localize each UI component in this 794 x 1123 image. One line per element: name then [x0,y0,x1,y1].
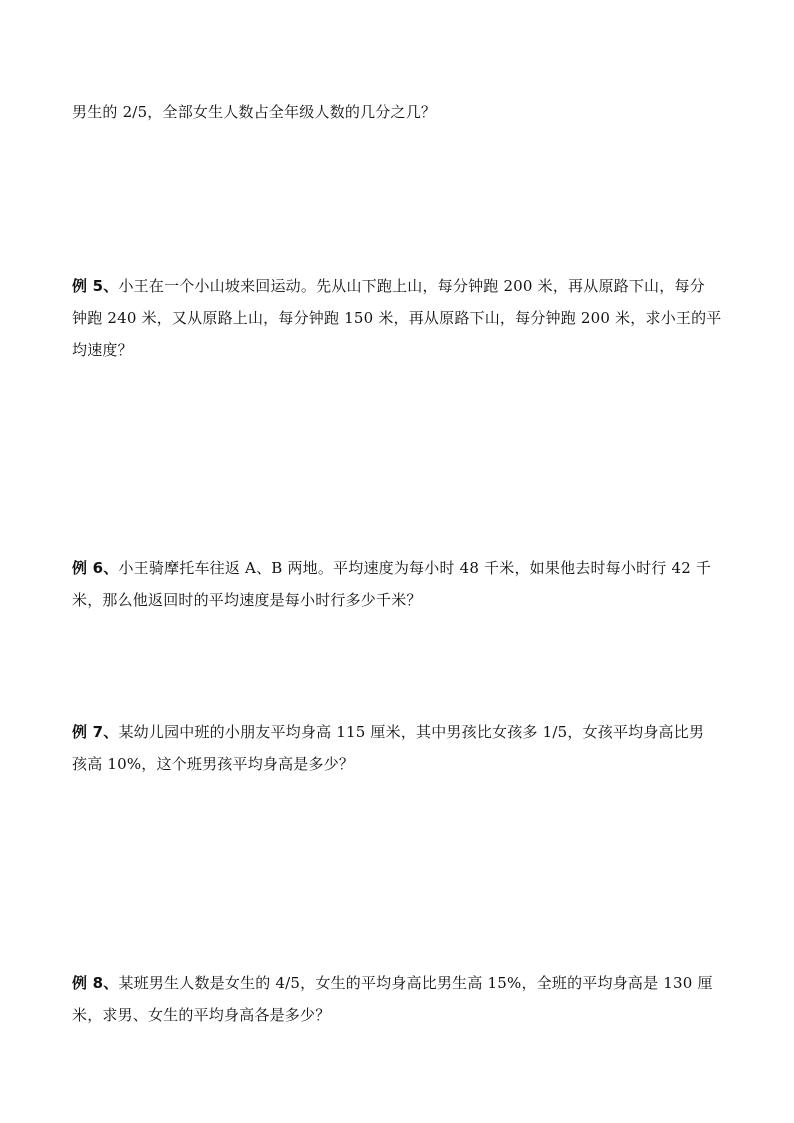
example-6-block [72,552,724,616]
example-5-label: 例 5、 [72,277,119,295]
example-6-label: 例 6、 [72,559,119,577]
example-8-label: 例 8、 [72,974,119,992]
example-6-text-1: 小王骑摩托车往返 A、B 两地。平均速度为每小时 48 千米，如果他去时每小时行 42 千 [118,559,712,577]
example-7-line-2: 孩高 10%，这个班男孩平均身高是多少？ [72,755,355,773]
example-8-line-2: 米，求男、女生的平均身高各是多少？ [72,1006,331,1024]
example-5-line-3: 均速度？ [72,341,133,359]
continuation-line: 男生的 2/5，全部女生人数占全年级人数的几分之几？ [72,103,437,121]
example-6-line-1 [72,552,724,584]
example-7-block [72,716,724,780]
example-6-line-2: 米，那么他返回时的平均速度是每小时行多少千米？ [72,591,422,609]
example-5-block [72,270,724,366]
example-7-line-1 [72,716,724,748]
example-8-block [72,967,724,1031]
example-5-text-1: 小王在一个小山坡来回运动。先从山下跑上山，每分钟跑 200 米，再从原路下山，每分 [118,277,705,295]
example-5-line-1 [72,270,724,302]
example-8-text-1: 某班男生人数是女生的 4/5，女生的平均身高比男生高 15%，全班的平均身高是 130 厘 [118,974,713,992]
example-7-text-1: 某幼儿园中班的小朋友平均身高 115 厘米，其中男孩比女孩多 1/5，女孩平均身高比男 [118,723,705,741]
example-5-line-2: 钟跑 240 米，又从原路上山，每分钟跑 150 米，再从原路下山，每分钟跑 200 米，求小王的平 [72,309,722,327]
example-7-label: 例 7、 [72,723,119,741]
continuation-text-block [72,96,724,128]
example-8-line-1 [72,967,724,999]
